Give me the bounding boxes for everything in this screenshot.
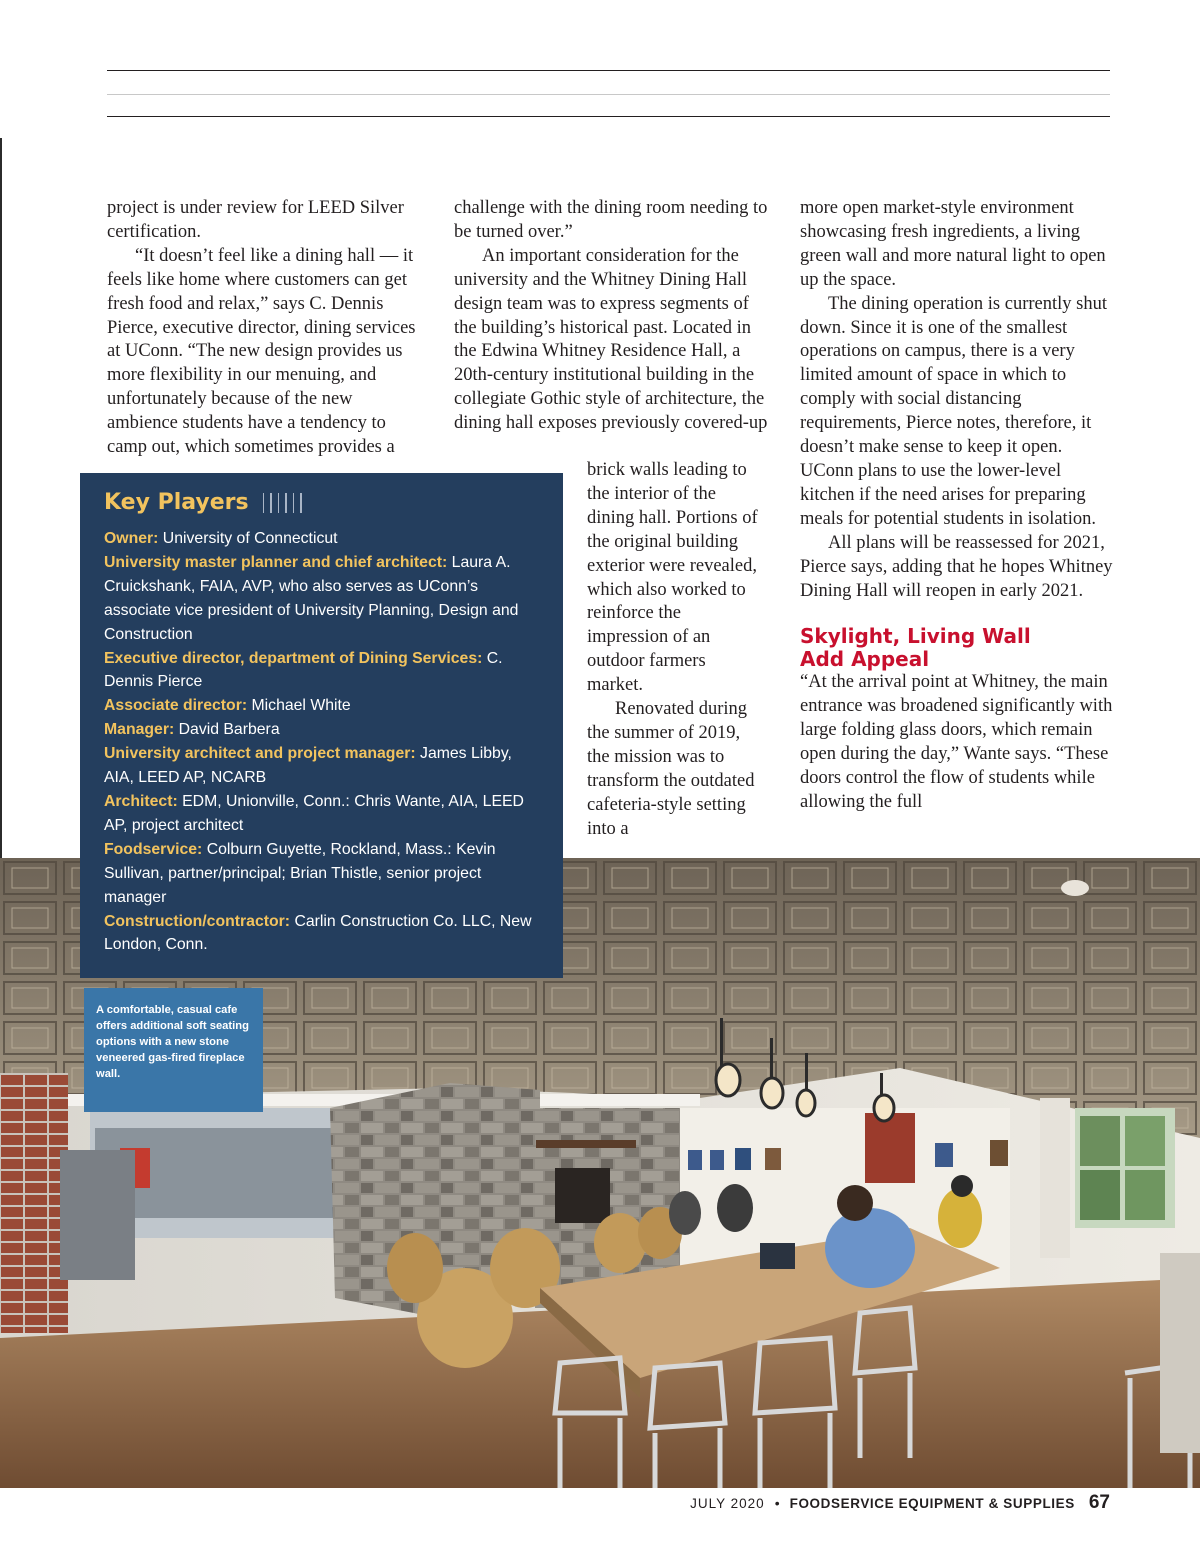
col2-paragraph-3: Renovated during the summer of 2019, the mission was to transform the outdated cafeteria-style setting into a	[587, 699, 755, 839]
sidebar-entry-text: Laura A. Cruickshank, FAIA, AVP, who also serves as UConn’s associate vice president of University Planning, Design and Construction	[104, 553, 519, 643]
sidebar-entry	[104, 790, 541, 838]
section-subhead	[800, 625, 1115, 671]
sidebar-entry	[104, 910, 541, 958]
sidebar-entry-label: Architect:	[104, 792, 178, 810]
col3-paragraph-1: more open market-style environment showcasing fresh ingredients, a living green wall and more natural light to open up the space.	[800, 198, 1106, 290]
issue-date: JULY 2020	[690, 1496, 765, 1511]
article-column-2-narrow	[587, 459, 763, 842]
sidebar-entry	[104, 551, 541, 647]
sidebar-entries	[104, 527, 541, 957]
top-rule-thin	[107, 94, 1110, 95]
footer-separator: •	[774, 1495, 780, 1511]
col2-paragraph-2: An important consideration for the university and the Whitney Dining Hall design team was to express segments of the building’s historical past. Located in the Edwina Whitney Residence Hall, a 20th-century institutional building in the collegiate Gothic style of architecture, the dining hall exposes previously covered-up	[454, 245, 768, 434]
key-players-sidebar	[80, 473, 563, 978]
bars-ornament-icon	[263, 493, 302, 513]
top-rule	[107, 70, 1110, 71]
sidebar-entry-text: Carlin Construction Co. LLC, New London, Conn.	[104, 912, 532, 954]
sidebar-entry	[104, 527, 541, 551]
sidebar-entry	[104, 694, 541, 718]
sidebar-entry	[104, 838, 541, 910]
sidebar-entry-text: EDM, Unionville, Conn.: Chris Wante, AIA, LEED AP, project architect	[104, 792, 524, 834]
col3-paragraph-4: “At the arrival point at Whitney, the main entrance was broadened significantly with large folding glass doors, which remain open during the day,” Wante says. “These doors control the flow of students while allowing the full	[800, 672, 1113, 812]
col2-paragraph-2-continued: brick walls leading to the interior of the dining hall. Portions of the original building exterior were revealed, which also worked to reinforce the impression of an outdoor farmers market.	[587, 460, 758, 696]
sidebar-entry-label: Owner:	[104, 530, 159, 547]
sidebar-entry-label: Foodservice:	[104, 840, 203, 858]
sidebar-title-text: Key Players	[104, 490, 249, 515]
article-column-1	[107, 197, 427, 460]
subhead-line-2: Add Appeal	[800, 647, 930, 672]
col1-paragraph-1: project is under review for LEED Silver certification.	[107, 198, 404, 242]
sidebar-entry	[104, 718, 541, 742]
sidebar-entry-label: Construction/contractor:	[104, 912, 291, 930]
sidebar-entry-label: University architect and project manager:	[104, 745, 416, 763]
subhead-line-1: Skylight, Living Wall	[800, 624, 1031, 649]
sidebar-entry-label: University master planner and chief architect:	[104, 553, 448, 571]
sidebar-entry-label: Executive director, department of Dining Services:	[104, 649, 483, 667]
sidebar-entry-text: University of Connecticut	[158, 530, 338, 547]
sidebar-entry-label: Associate director:	[104, 697, 248, 715]
sidebar-entry-text: David Barbera	[174, 721, 280, 739]
header-rule	[107, 116, 1110, 117]
sidebar-entry	[104, 742, 541, 790]
article-column-2	[454, 197, 774, 436]
article-column-3	[800, 197, 1115, 815]
col3-paragraph-2: The dining operation is currently shut down. Since it is one of the smallest operations on campus, there is a very limited amount of space in which to comply with social distancing requirements, Pierce notes, therefore, it doesn’t make sense to keep it open. UConn plans to use the lower-level kitchen if the need arises for preparing meals for potential students in isolation.	[800, 293, 1107, 529]
sidebar-entry-text: Colburn Guyette, Rockland, Mass.: Kevin Sullivan, partner/principal; Brian Thistle, senior project manager	[104, 840, 496, 906]
sidebar-entry-label: Manager:	[104, 721, 175, 739]
sidebar-title	[104, 489, 541, 517]
sidebar-entry-text: C. Dennis Pierce	[104, 649, 503, 691]
sidebar-entry	[104, 647, 541, 695]
page-footer	[690, 1492, 1110, 1514]
col1-paragraph-2: “It doesn’t feel like a dining hall — it feels like home where customers can get fresh food and relax,” says C. Dennis Pierce, executive director, dining services at UConn. “The new design provides us more flexibility in our menuing, and unfortunately because of the new ambience students have a tendency to camp out, which sometimes provides a	[107, 245, 416, 458]
col3-paragraph-3: All plans will be reassessed for 2021, Pierce says, adding that he hopes Whitney Dining Hall will reopen in early 2021.	[800, 532, 1113, 601]
sidebar-entry-text: James Libby, AIA, LEED AP, NCARB	[104, 745, 512, 787]
sidebar-entry-text: Michael White	[247, 697, 351, 715]
col2-paragraph-1: challenge with the dining room needing to be turned over.”	[454, 198, 768, 242]
page-edge-mark	[0, 138, 2, 858]
photo-caption: A comfortable, casual cafe offers additional soft seating options with a new stone veneered gas-fired fireplace wall.	[84, 988, 263, 1112]
magazine-name: FOODSERVICE EQUIPMENT & SUPPLIES	[789, 1496, 1075, 1511]
page-number: 67	[1088, 1492, 1110, 1513]
